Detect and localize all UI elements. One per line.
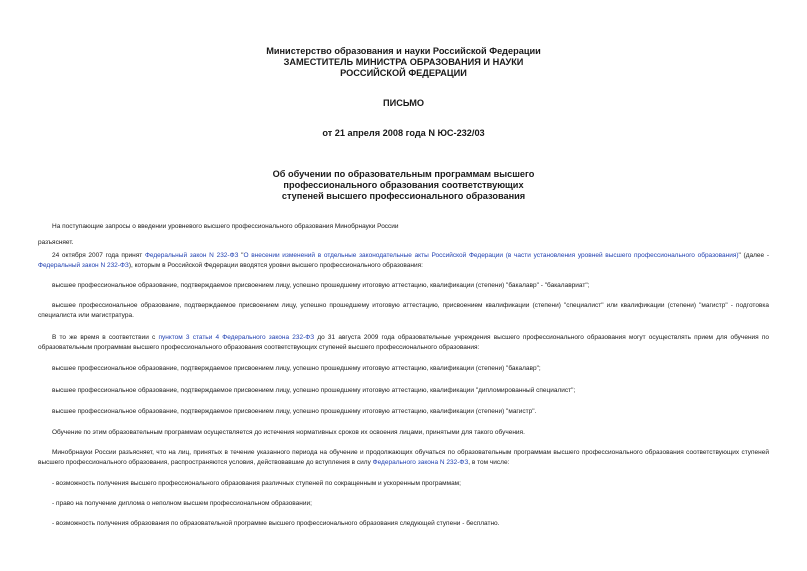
document-title-line-3: ступеней высшего профессионального образования (281, 191, 526, 201)
paragraph-2: разъясняет. (38, 239, 74, 246)
paragraph-3-text-post: ), которым в Российской Федерации вводятся уровни высшего профессионального образования: (128, 262, 423, 269)
paragraph-6-text-pre: В то же время в соответствии с (52, 334, 159, 341)
ministry-name: Министерство образования и науки Российской Федерации (266, 46, 541, 56)
paragraph-14: - возможность получения образования по образовательной программе высшего профессионального образования следующей ступени - бесплатно. (52, 520, 500, 527)
paragraph-3-text-mid-1: " (238, 252, 244, 259)
deputy-minister-line-2: РОССИЙСКОЙ ФЕДЕРАЦИИ (340, 68, 467, 78)
paragraph-4: высшее профессиональное образование, подтверждаемое присвоением лицу, успешно прошедшему итоговую аттестацию, квалификации (степени) "бакалавр" - "бакалавриат"; (52, 282, 590, 289)
document-title-line-2: профессионального образования соответствующих (283, 180, 524, 190)
paragraph-8: высшее профессиональное образование, подтверждаемое присвоением лицу, успешно прошедшему итоговую аттестацию, квалификации "дипломированный специалист"; (52, 387, 576, 394)
paragraph-3 (38, 251, 769, 271)
paragraph-13: - право на получение диплома о неполном высшем профессиональном образовании; (52, 500, 312, 507)
paragraph-3-text-pre: 24 октября 2007 года принят (52, 252, 145, 259)
paragraph-10: Обучение по этим образовательным программам осуществляется до истечения нормативных сроков их освоения лицами, принятыми для такого обучения. (52, 429, 525, 436)
link-law-amendments-title[interactable]: О внесении изменений в отдельные законодательные акты Российской Федерации (в части установления уровней высшего профессионального образования) (243, 252, 739, 259)
paragraph-6-text-post: до 31 августа 2009 года образовательные учреждения высшего профессионального образования могут осуществлять прием для обучения по образовательным программам высшего профессионального образования соответствующих ступеней высшего профессионального образования: (38, 334, 769, 351)
paragraph-7: высшее профессиональное образование, подтверждаемое присвоением лицу, успешно прошедшему итоговую аттестацию, квалификации (степени) "бакалавр"; (52, 365, 541, 372)
paragraph-6 (38, 333, 769, 353)
paragraph-11-text-pre: Минобрнауки России разъясняет, что на лиц, принятых в течение указанного периода на обучение и продолжающих обучаться по образовательным программам высшего профессионального образования соответствующих ступеней высшего профессионального образования, распространяются условия, действовавшие до вступления в силу (38, 449, 769, 466)
link-federal-law-232-short[interactable]: Федеральный закон N 232-ФЗ (38, 262, 129, 269)
document-type: ПИСЬМО (382, 98, 425, 108)
deputy-minister-line-1: ЗАМЕСТИТЕЛЬ МИНИСТРА ОБРАЗОВАНИЯ И НАУКИ (283, 57, 524, 67)
link-federal-law-232[interactable]: Федеральный закон N 232-ФЗ (144, 252, 239, 259)
paragraph-9: высшее профессиональное образование, подтверждаемое присвоением лицу, успешно прошедшему итоговую аттестацию, квалификации (степени) "магистр". (52, 408, 537, 415)
paragraph-11-text-post: , в том числе: (468, 459, 510, 466)
link-article-4-point-3[interactable]: пунктом 3 статьи 4 Федерального закона 232-ФЗ (158, 334, 315, 341)
paragraph-11 (38, 448, 769, 468)
document-title-line-1: Об обучении по образовательным программам высшего (272, 169, 535, 179)
paragraph-12: - возможность получения высшего профессионального образования различных ступеней по сокращенным и ускоренным программам; (52, 480, 461, 487)
document-date-number: от 21 апреля 2008 года N ЮС-232/03 (322, 128, 485, 138)
paragraph-5: высшее профессиональное образование, подтверждаемое присвоением лицу, успешно прошедшему итоговую аттестацию, присвоением квалификации (степени) "специалист" или квалификации (степени) "магистр" - подготовка специалиста или магистратура. (38, 302, 769, 319)
paragraph-1: На поступающие запросы о введении уровневого высшего профессионального образования Минобрнауки России (52, 223, 399, 230)
paragraph-3-text-mid-2: " (далее - (738, 252, 769, 259)
link-federal-law-232-ref[interactable]: Федерального закона N 232-ФЗ (372, 459, 469, 466)
